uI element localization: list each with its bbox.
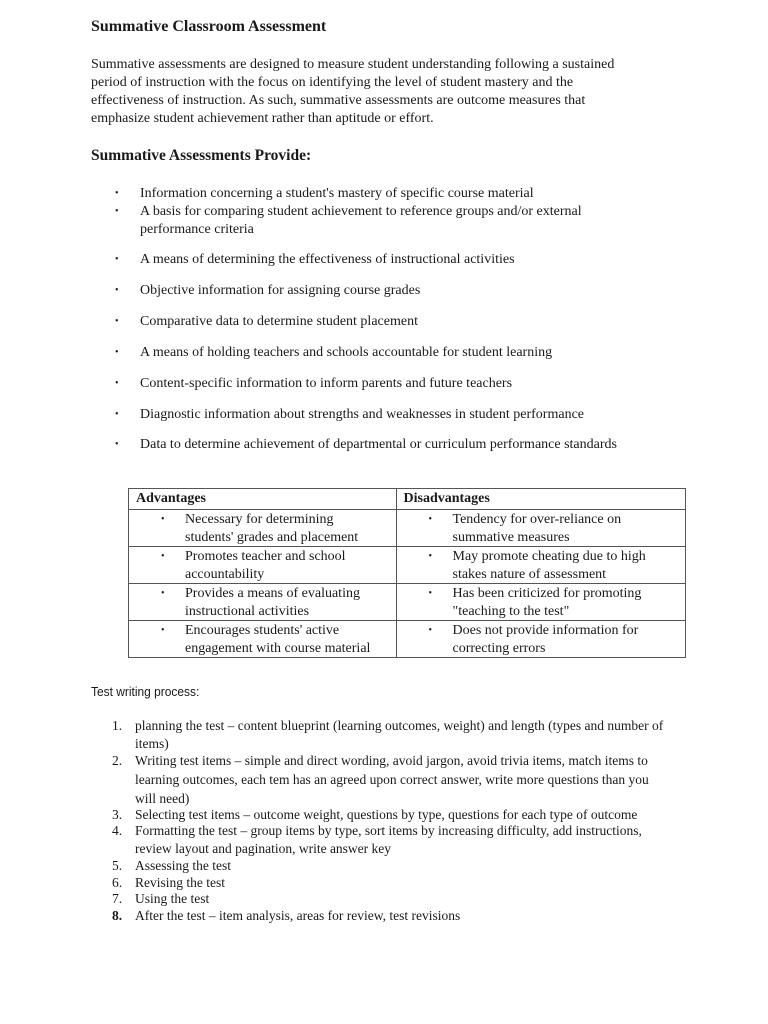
bullet-text: Diagnostic information about strengths and weaknesses in student performance	[140, 407, 584, 422]
table-header-disadvantages: Disadvantages	[396, 489, 686, 510]
item-number: 8.	[112, 908, 123, 923]
bullet-icon: •	[115, 285, 119, 296]
item-number: 6.	[112, 875, 123, 890]
bullet-icon: •	[115, 254, 119, 265]
bullet-icon: •	[161, 514, 165, 525]
item-text: learning outcomes, each tem has an agreed upon correct answer, write more questions than you	[135, 772, 649, 787]
item-text: items)	[135, 736, 169, 751]
item-text: Assessing the test	[135, 858, 231, 873]
item-number: 2.	[112, 753, 123, 768]
bullet-text: A means of holding teachers and schools accountable for student learning	[140, 345, 553, 360]
table-row	[129, 510, 686, 547]
advantages-disadvantages-table	[128, 488, 686, 658]
intro-line: emphasize student achievement rather than aptitude or effort.	[91, 111, 434, 126]
disadvantage-cell	[396, 510, 686, 547]
table-cell-text: Provides a means of evaluating	[185, 586, 360, 601]
bullet-text: Data to determine achievement of departmental or curriculum performance standards	[140, 437, 617, 452]
advantage-cell	[129, 584, 397, 621]
bullet-text: Information concerning a student's mastery of specific course material	[140, 186, 534, 201]
bullet-icon: •	[428, 514, 433, 525]
item-number: 1.	[112, 718, 123, 733]
item-text: will need)	[135, 791, 190, 806]
item-text: Writing test items – simple and direct wording, avoid jargon, avoid trivia items, match items to	[135, 753, 648, 768]
disadvantage-cell	[396, 584, 686, 621]
table-body	[129, 510, 686, 658]
bullet-icon: •	[161, 625, 165, 636]
item-number: 7.	[112, 891, 123, 906]
table-cell-text: stakes nature of assessment	[452, 567, 607, 582]
item-text: Formatting the test – group items by type, sort items by increasing difficulty, add instructions,	[135, 823, 642, 838]
bullet-icon: •	[161, 551, 165, 562]
disadvantage-cell	[396, 547, 686, 584]
table-cell-text: accountability	[185, 567, 265, 582]
section-heading: Summative Assessments Provide:	[91, 147, 312, 164]
table-cell-text: Necessary for determining	[185, 512, 334, 527]
table-cell-text: Does not provide information for	[452, 623, 639, 638]
bullet-icon: •	[428, 588, 433, 599]
bullet-icon: •	[115, 188, 119, 199]
bullet-text: Objective information for assigning course grades	[140, 283, 421, 298]
bullet-icon: •	[115, 347, 119, 358]
table-cell-text: summative measures	[452, 530, 570, 545]
disadvantage-cell	[396, 621, 686, 658]
intro-line: Summative assessments are designed to measure student understanding following a sustained	[91, 57, 615, 72]
item-number: 5.	[112, 858, 123, 873]
bullet-text: Comparative data to determine student placement	[140, 314, 418, 329]
process-label: Test writing process:	[91, 684, 200, 699]
intro-line: period of instruction with the focus on identifying the level of student mastery and the	[91, 75, 574, 90]
item-text: Selecting test items – outcome weight, questions by type, questions for each type of outcome	[135, 807, 638, 822]
table-header-advantages: Advantages	[129, 489, 397, 510]
item-number: 3.	[112, 807, 123, 822]
item-number: 4.	[112, 823, 123, 838]
bullet-icon: •	[428, 625, 433, 636]
bullet-text: A means of determining the effectiveness of instructional activities	[140, 252, 515, 267]
bullet-icon: •	[115, 439, 119, 450]
table-row	[129, 621, 686, 658]
bullet-text: Content-specific information to inform parents and future teachers	[140, 376, 513, 391]
table-cell-text: Promotes teacher and school	[185, 549, 346, 564]
item-text: review layout and pagination, write answer key	[135, 841, 392, 856]
table-cell-text: engagement with course material	[185, 641, 371, 656]
item-text: After the test – item analysis, areas for review, test revisions	[135, 908, 461, 923]
advantage-cell	[129, 621, 397, 658]
bullet-icon: •	[115, 316, 119, 327]
table-cell-text: students' grades and placement	[185, 530, 359, 545]
intro-line: effectiveness of instruction. As such, summative assessments are outcome measures that	[91, 93, 586, 108]
table-cell-text: "teaching to the test"	[452, 604, 570, 619]
table-row	[129, 584, 686, 621]
bullet-icon: •	[115, 378, 119, 389]
document-title: Summative Classroom Assessment	[91, 18, 327, 35]
table-cell-text: instructional activities	[185, 604, 310, 619]
bullet-icon: •	[428, 551, 433, 562]
table-row	[129, 547, 686, 584]
table-cell-text: Has been criticized for promoting	[452, 586, 642, 601]
bullet-icon: •	[115, 409, 119, 420]
advantage-cell	[129, 547, 397, 584]
advantage-cell	[129, 510, 397, 547]
table-cell-text: Encourages students' active	[185, 623, 340, 638]
item-text: Revising the test	[135, 875, 225, 890]
bullet-icon: •	[115, 206, 119, 217]
table-cell-text: correcting errors	[452, 641, 546, 656]
item-text: planning the test – content blueprint (learning outcomes, weight) and length (types and number of	[135, 718, 664, 733]
item-text: Using the test	[135, 891, 210, 906]
bullet-text: performance criteria	[140, 222, 254, 237]
bullet-text: A basis for comparing student achievement to reference groups and/or external	[140, 204, 582, 219]
table-cell-text: May promote cheating due to high	[452, 549, 646, 564]
bullet-icon: •	[161, 588, 165, 599]
table-cell-text: Tendency for over-reliance on	[452, 512, 622, 527]
